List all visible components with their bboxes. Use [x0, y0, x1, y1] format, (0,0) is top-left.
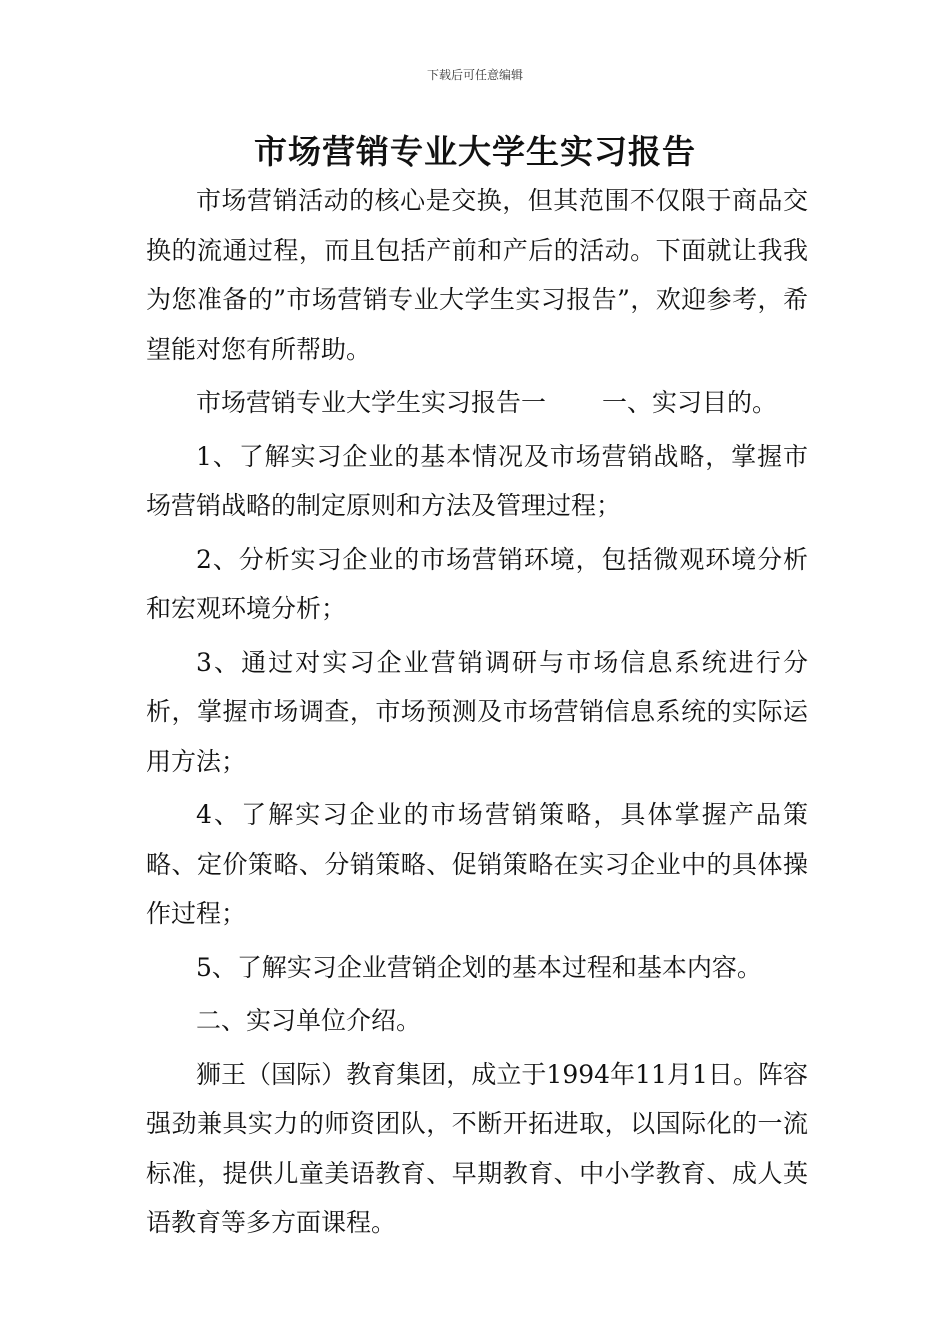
objective-item-2: 2、分析实习企业的市场营销环境，包括微观环境分析和宏观环境分析；: [146, 544, 808, 623]
intro-paragraph: 市场营销活动的核心是交换，但其范围不仅限于商品交换的流通过程，而且包括产前和产后的活动。下面就让我我为您准备的”市场营销专业大学生实习报告”，欢迎参考，希望能对您有所帮助。: [146, 186, 808, 364]
objective-item-1: 1、了解实习企业的基本情况及市场营销战略，掌握市场营销战略的制定原则和方法及管理过程；: [146, 441, 808, 520]
report-heading-line: [146, 378, 808, 428]
objective-item-5: 5、了解实习企业营销企划的基本过程和基本内容。: [196, 952, 762, 982]
header-note: 下载后可任意编辑: [426, 68, 523, 82]
section2-heading: 二、实习单位介绍。: [196, 1006, 422, 1035]
document-title: 市场营销专业大学生实习报告: [254, 132, 696, 171]
section1-heading: 一、实习目的。: [602, 388, 778, 417]
objective-item-3: 3、通过对实习企业营销调研与市场信息系统进行分析，掌握市场调查，市场预测及市场营销信息系统的实际运用方法；: [146, 647, 808, 776]
report-heading: 市场营销专业大学生实习报告一: [196, 388, 547, 417]
objective-item-4: 4、了解实习企业的市场营销策略，具体掌握产品策略、定价策略、分销策略、促销策略在实习企业中的具体操作过程；: [146, 800, 808, 928]
company-intro-paragraph: 狮王（国际）教育集团，成立于1994年11月1日。阵容强劲兼具实力的师资团队，不断开拓进取，以国际化的一流标准，提供儿童美语教育、早期教育、中小学教育、成人英语教育等多方面课程。: [146, 1059, 808, 1237]
document-body: [146, 176, 808, 1248]
